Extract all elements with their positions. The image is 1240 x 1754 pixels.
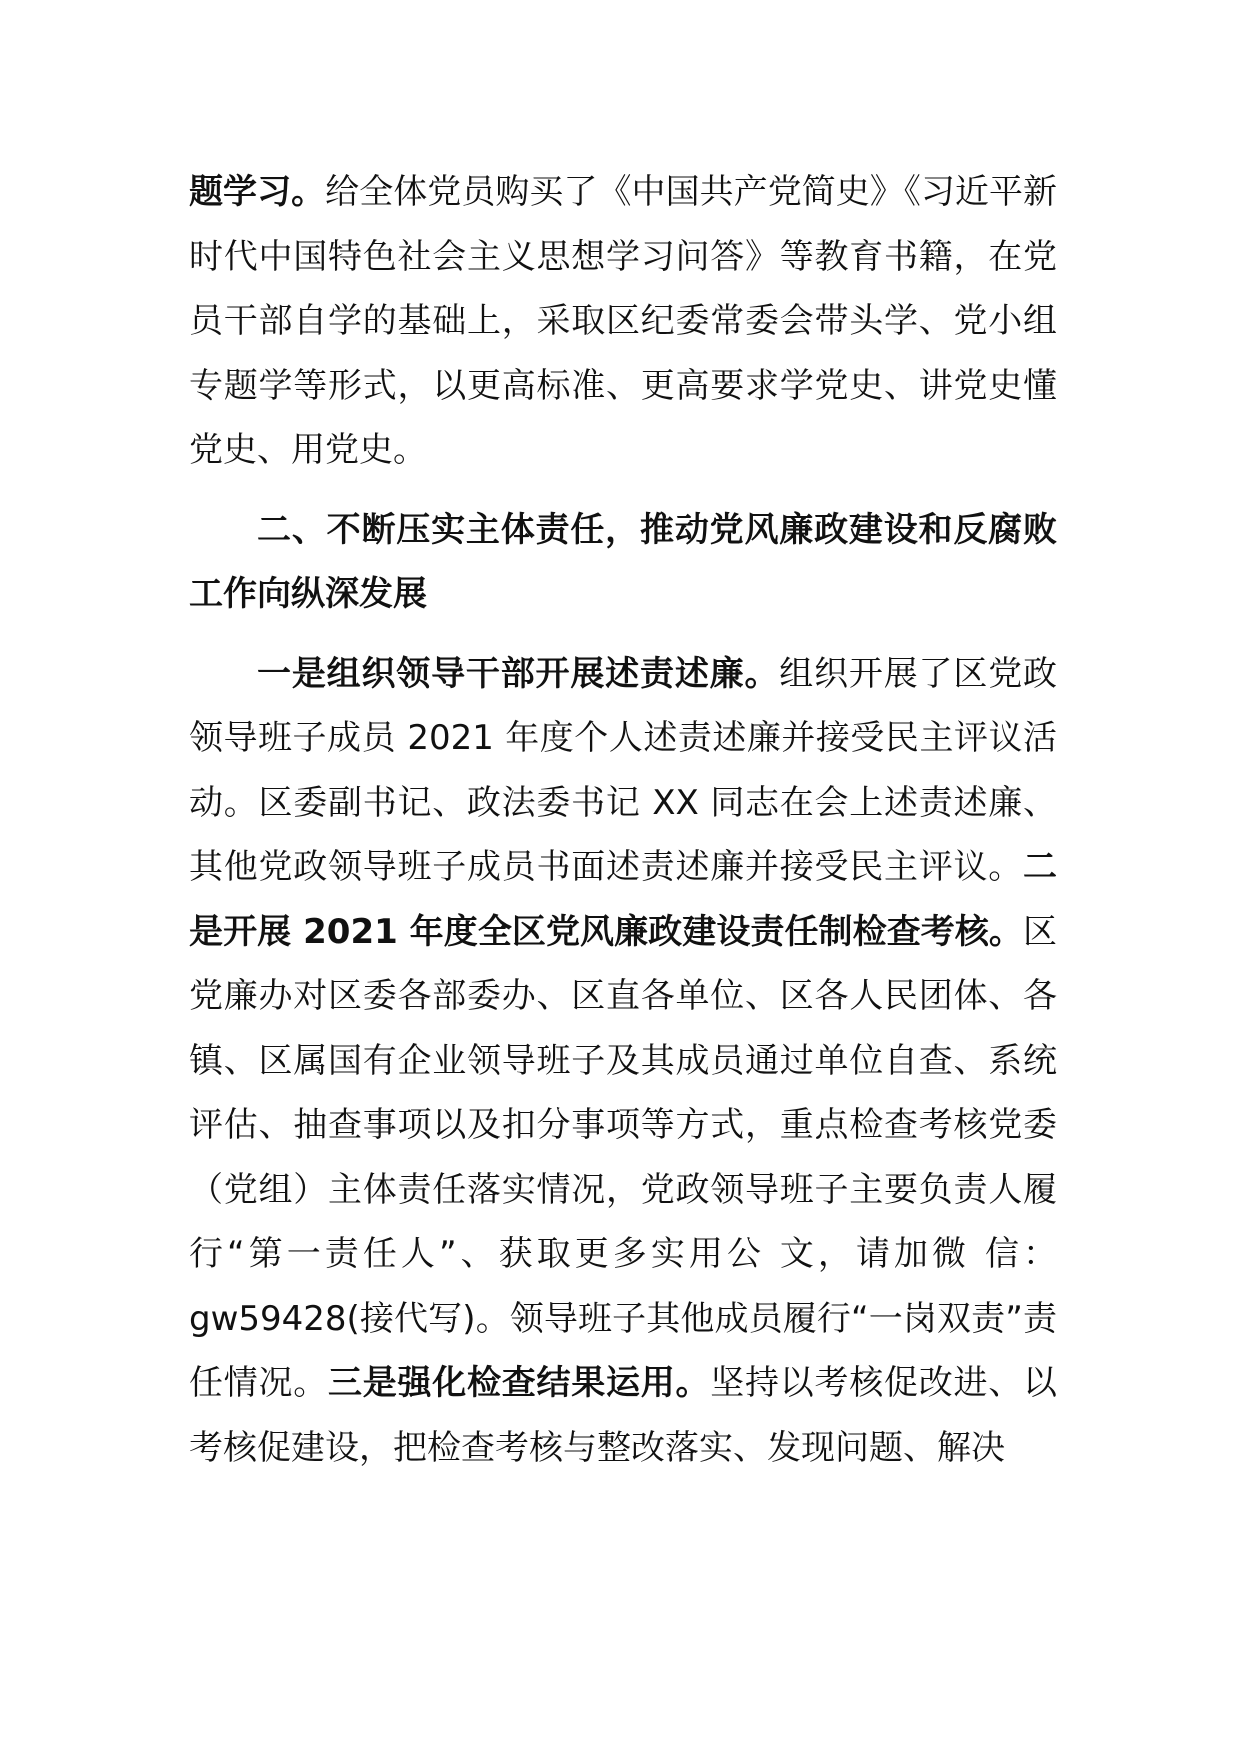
point-one-text: 组织开展了区党政领导班子成员 2021 年度个人述责述廉并接受民主评议活动。区委副书记、政法委书记 XX 同志在会上述责述廉、其他党政领导班子成员书面述责述廉并接受民主评议。 xyxy=(189,653,1058,887)
document-body xyxy=(189,160,1057,1480)
point-two-text: 区党廉办对区委各部委办、区直各单位、区各人民团体、各镇、区属国有企业领导班子及其成员通过单位自查、系统评估、抽查事项以及扣分事项等方式，重点检查考核党委（党组）主体责任落实情况，党政领导班子主要负责人履行“第一责任人”、获取更多实用公 文，请加微 信：gw59428(接代写)。领导班子其他成员履行“一岗双责”责任情况。 xyxy=(189,911,1057,1403)
point-two-lead: 二是开展 2021 年度全区党风廉政建设责任制检查考核。 xyxy=(189,847,1057,952)
point-one-lead: 一是组织领导干部开展述责述廉。 xyxy=(257,653,780,694)
paragraph-responsibility xyxy=(189,642,1057,1481)
point-three-text: 坚持以考核促改进、以考核促建设，把检查考核与整改落实、发现问题、解决 xyxy=(189,1363,1057,1468)
point-three-lead: 三是强化检查结果运用。 xyxy=(328,1363,711,1403)
paragraph-study-lead: 题学习。 xyxy=(189,172,326,212)
section-heading-2: 二、不断压实主体责任，推动党风廉政建设和反腐败工作向纵深发展 xyxy=(189,509,1057,614)
paragraph-study xyxy=(189,160,1057,483)
paragraph-study-text: 给全体党员购买了《中国共产党简史》《习近平新时代中国特色社会主义思想学习问答》等教育书籍，在党员干部自学的基础上，采取区纪委常委会带头学、党小组专题学等形式，以更高标准、更高要求学党史、讲党史懂党史、用党史。 xyxy=(189,172,1058,470)
